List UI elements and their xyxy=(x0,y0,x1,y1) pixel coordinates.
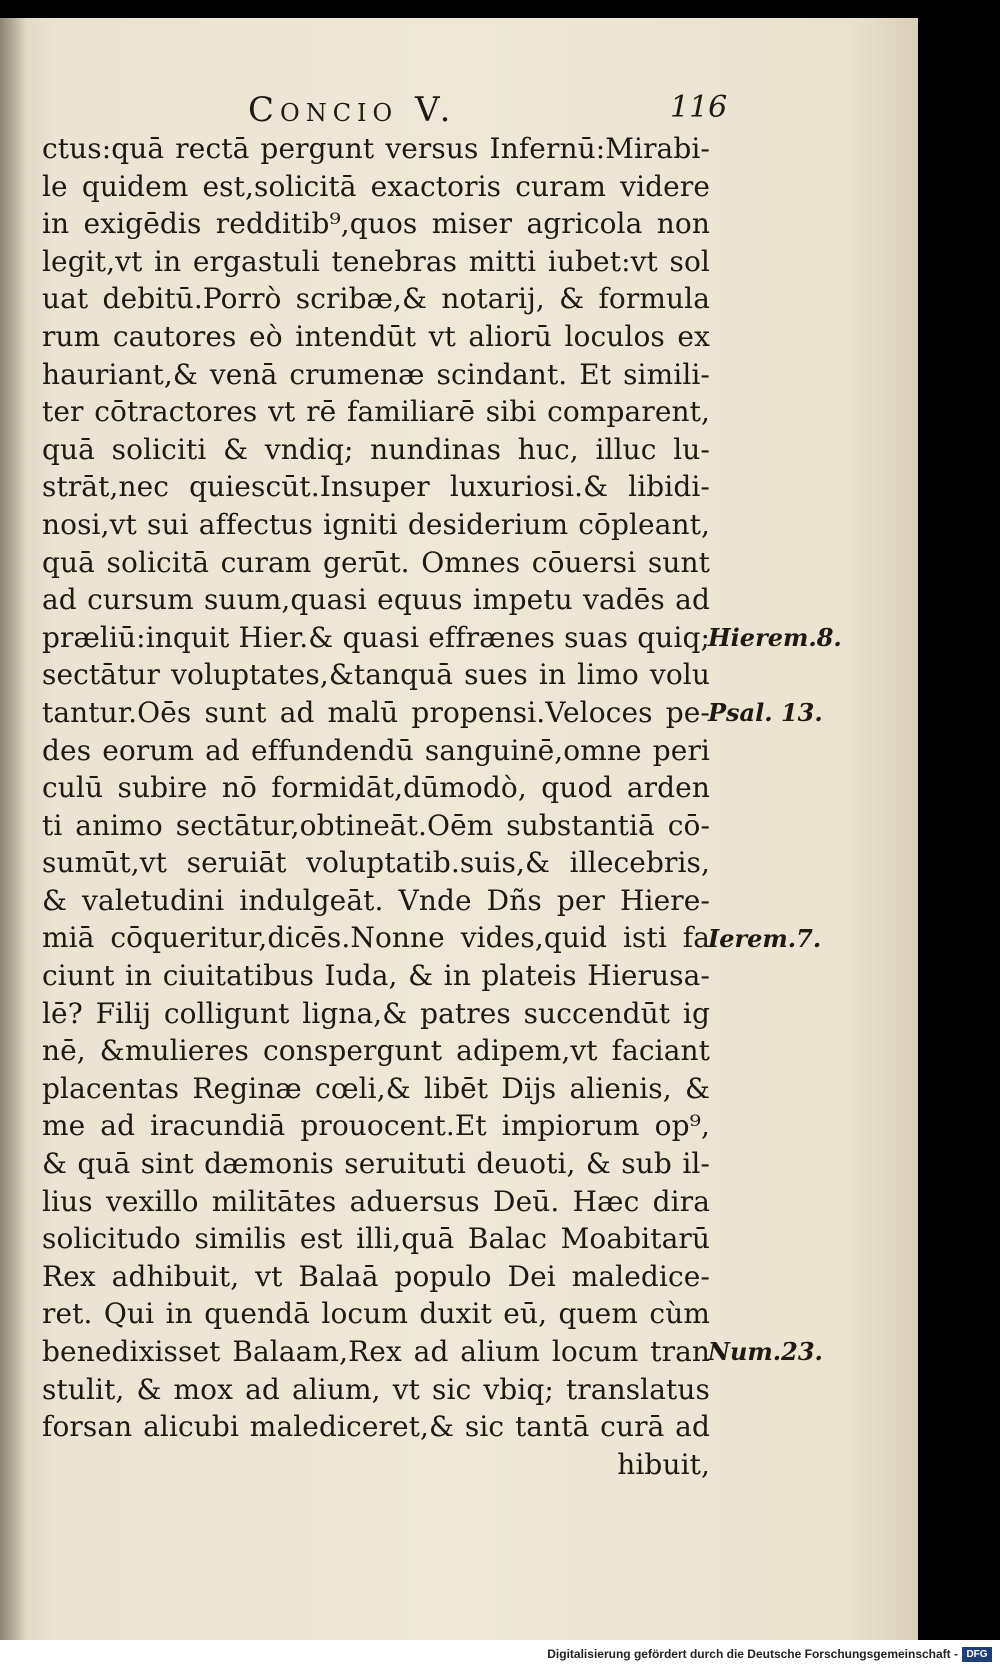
text-line: legit,vt in ergastuli tenebras mitti iubet:vt sol xyxy=(42,244,710,278)
text-line: ciunt in ciuitatibus Iuda, & in plateis Hierusa- xyxy=(42,959,710,993)
text-line: uat debitū.Porrò scribæ,& notarij, & formula xyxy=(42,282,710,316)
text-line: hauriant,& venā crumenæ scindant. Et simili- xyxy=(42,357,710,391)
text-line: & quā sint dæmonis seruituti deuoti, & sub il- xyxy=(42,1147,710,1181)
text-line: benedixisset Balaam,Rex ad alium locum tran xyxy=(42,1335,710,1368)
text-line: me ad iracundiā prouocent.Et impiorum op⁹, xyxy=(42,1109,710,1143)
text-line: solicitudo similis est illi,quā Balac Moabitarū xyxy=(42,1222,710,1256)
text-line: præliū:inquit Hier.& quasi effrænes suas quiq; xyxy=(42,620,710,654)
text-line: ret. Qui in quendā locum duxit eū, quem cùm xyxy=(42,1297,710,1331)
text-line: sectātur voluptates,&tanquā sues in limo volu xyxy=(42,658,710,692)
text-line: strāt,nec quiescūt.Insuper luxuriosi.& libidi- xyxy=(42,470,710,504)
text-line: lius vexillo militātes aduersus Deū. Hæc dira xyxy=(42,1184,710,1218)
body-text xyxy=(42,130,710,1483)
text-line: ti animo sectātur,obtineāt.Oēm substantiā cō- xyxy=(42,808,710,842)
text-line: ctus:quā rectā pergunt versus Infernū:Mirabi- xyxy=(42,132,710,165)
running-head: Concio V. xyxy=(248,90,457,130)
text-line: forsan alicubi malediceret,& sic tantā curā ad xyxy=(42,1410,710,1444)
text-line: quā soliciti & vndiq; nundinas huc, illuc lu- xyxy=(42,432,710,466)
text-line: sumūt,vt seruiāt voluptatib.suis,& illecebris, xyxy=(42,846,710,880)
footer-credit: Digitalisierung gefördert durch die Deutsche Forschungsgemeinschaft - xyxy=(547,1647,958,1661)
page-gutter-shadow xyxy=(0,18,26,1640)
text-line: lē? Filij colligunt ligna,& patres succendūt ig xyxy=(42,996,710,1030)
page-number: 116 xyxy=(670,90,728,125)
text-line: placentas Reginæ cœli,& libēt Dijs alienis, & xyxy=(42,1071,710,1105)
digitization-footer xyxy=(0,1640,1000,1672)
text-line: in exigēdis redditib⁹,quos miser agricola non xyxy=(42,207,710,241)
margin-note: Psal. 13. xyxy=(708,698,823,727)
text-line: tantur.Oēs sunt ad malū propensi.Veloces pe- xyxy=(42,695,710,729)
text-line: quā solicitā curam gerūt. Omnes cōuersi sunt xyxy=(42,545,710,579)
dfg-logo: DFG xyxy=(962,1647,992,1662)
margin-note: Num.23. xyxy=(708,1337,823,1367)
text-line: hibuit, xyxy=(617,1447,710,1481)
text-line: miā cōqueritur,dicēs.Nonne vides,quid isti fa xyxy=(42,921,710,955)
text-line: & valetudini indulgeāt. Vnde Dñs per Hiere- xyxy=(42,883,710,917)
text-line: ad cursum suum,quasi equus impetu vadēs ad xyxy=(42,583,710,617)
margin-note: Ierem.7. xyxy=(708,923,822,953)
text-line: nē, &mulieres conspergunt adipem,vt faciant xyxy=(42,1034,710,1068)
text-line: des eorum ad effundendū sanguinē,omne peri xyxy=(42,733,710,767)
text-line: rum cautores eò intendūt vt aliorū loculos ex xyxy=(42,319,710,353)
text-line: ter cōtractores vt rē familiarē sibi comparent, xyxy=(42,395,710,429)
book-page xyxy=(0,18,918,1640)
text-line: stulit, & mox ad alium, vt sic vbiq; translatus xyxy=(42,1372,710,1406)
scan-background xyxy=(918,0,1000,1640)
text-line: Rex adhibuit, vt Balaā populo Dei maledice- xyxy=(42,1259,710,1293)
text-line: le quidem est,solicitā exactoris curam videre xyxy=(42,169,710,203)
text-line: culū subire nō formidāt,dūmodò, quod arden xyxy=(42,771,710,805)
margin-note: Hierem.8. xyxy=(708,622,842,652)
text-line: nosi,vt sui affectus igniti desiderium cōpleant, xyxy=(42,507,710,541)
